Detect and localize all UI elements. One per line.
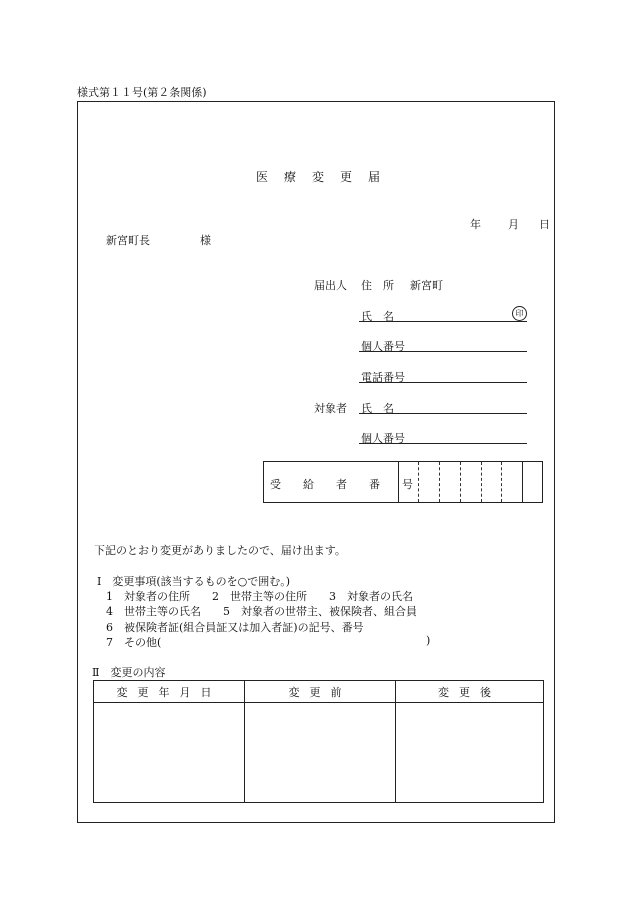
form-title: 医 療 変 更 届 bbox=[256, 170, 383, 184]
section1-heading: Ⅰ 変更事項(該当するものを○で囲む。) bbox=[97, 575, 291, 588]
recipient-number-label: 受 給 者 番 号 bbox=[270, 478, 413, 491]
addressee-honorific: 様 bbox=[200, 234, 211, 247]
column-header-before: 変更前 bbox=[245, 681, 396, 703]
statement-text: 下記のとおり変更がありましたので、届け出ます。 bbox=[94, 544, 346, 557]
subject-personal-number-label: 個人番号 bbox=[361, 432, 405, 445]
after-cell[interactable] bbox=[396, 703, 544, 803]
column-header-after: 変更後 bbox=[396, 681, 544, 703]
seal-mark: 印 bbox=[512, 306, 527, 321]
subject-label: 対象者 bbox=[314, 402, 347, 415]
change-content-table bbox=[93, 680, 544, 803]
applicant-personal-number-label: 個人番号 bbox=[361, 340, 405, 353]
applicant-address-value: 新宮町 bbox=[410, 279, 443, 292]
digit-separator bbox=[481, 462, 482, 502]
applicant-name-line bbox=[359, 321, 527, 322]
subject-name-label: 氏 名 bbox=[361, 402, 394, 415]
digit-separator bbox=[439, 462, 440, 502]
applicant-address-label: 住 所 bbox=[361, 279, 394, 292]
section1-line3: 6 被保険者証(組合員証又は加入者証)の記号、番号 bbox=[106, 621, 364, 634]
applicant-personal-number-line bbox=[359, 351, 527, 352]
applicant-label: 届出人 bbox=[314, 279, 347, 292]
section1-line1: 1 対象者の住所 2 世帯主等の住所 3 対象者の氏名 bbox=[106, 590, 413, 603]
date-year: 年 bbox=[470, 218, 481, 231]
column-header-change-date: 変更年月日 bbox=[94, 681, 245, 703]
applicant-name-label: 氏 名 bbox=[361, 310, 394, 323]
subject-name-line bbox=[359, 413, 527, 414]
addressee-name: 新宮町長 bbox=[106, 234, 150, 247]
section1-line4: 7 その他( bbox=[106, 636, 162, 649]
section1-line2: 4 世帯主等の氏名 5 対象者の世帯主、被保険者、組合員 bbox=[106, 605, 417, 618]
section2-heading: Ⅱ 変更の内容 bbox=[92, 666, 166, 679]
before-cell[interactable] bbox=[245, 703, 396, 803]
applicant-phone-label: 電話番号 bbox=[361, 371, 405, 384]
applicant-phone-line bbox=[359, 382, 527, 383]
digit-separator bbox=[460, 462, 461, 502]
recipient-number-divider bbox=[398, 462, 399, 502]
digit-separator-solid bbox=[522, 462, 523, 502]
recipient-number-box bbox=[263, 461, 543, 503]
change-date-cell[interactable] bbox=[94, 703, 245, 803]
date-day: 日 bbox=[539, 218, 550, 231]
digit-separator bbox=[418, 462, 419, 502]
form-number: 様式第１１号(第２条関係) bbox=[77, 86, 207, 99]
section1-line4-close: ) bbox=[426, 634, 431, 647]
date-month: 月 bbox=[508, 218, 519, 231]
subject-personal-number-line bbox=[359, 443, 527, 444]
digit-separator bbox=[501, 462, 502, 502]
